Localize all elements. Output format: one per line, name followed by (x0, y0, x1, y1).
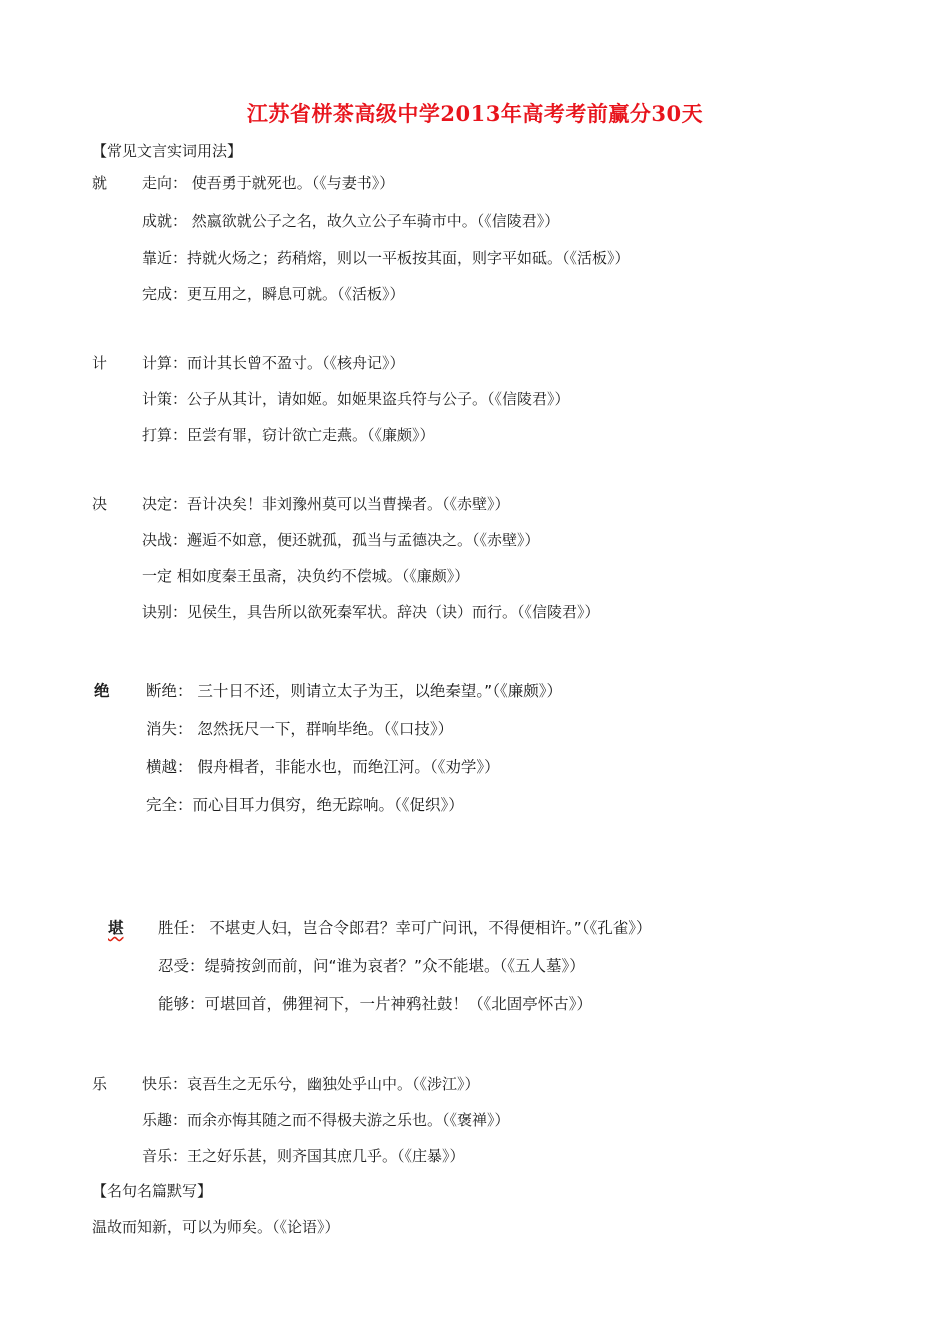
headword-jiu: 就 (92, 174, 108, 192)
headword-ji: 计 (92, 354, 108, 372)
section-heading-mingju: 【名句名篇默写】 (92, 1182, 213, 1200)
usage-line: 一定 相如度秦王虽斋，决负约不偿城。（《廉颇》） (142, 567, 470, 585)
usage-line: 忍受：缇骑按剑而前，问“谁为哀者？”众不能堪。（《五人墓》） (158, 957, 585, 975)
usage-line: 能够：可堪回首，佛狸祠下，一片神鸦社鼓！（《北固亭怀古》） (158, 995, 593, 1013)
usage-line: 诀别：见侯生，具告所以欲死秦军状。辞决（诀）而行。（《信陵君》） (142, 603, 600, 621)
usage-line: 计算：而计其长曾不盈寸。（《核舟记》） (142, 354, 405, 372)
usage-line: 完全：而心目耳力俱穷，绝无踪响。（《促织》） (146, 796, 464, 814)
headword-jue2: 绝 (94, 682, 110, 700)
usage-line: 决定：吾计决矣！非刘豫州莫可以当曹操者。（《赤壁》） (142, 495, 510, 513)
headword-kan: 堪 (108, 919, 124, 937)
usage-line: 完成：更互用之，瞬息可就。（《活板》） (142, 285, 405, 303)
usage-line: 打算：臣尝有罪，窃计欲亡走燕。（《廉颇》） (142, 426, 435, 444)
usage-line: 走向： 使吾勇于就死也。（《与妻书》） (142, 174, 395, 192)
headword-jue: 决 (92, 495, 108, 513)
usage-line: 计策：公子从其计，请如姬。如姬果盗兵符与公子。（《信陵君》） (142, 390, 570, 408)
usage-line: 靠近：持就火炀之；药稍熔，则以一平板按其面，则字平如砥。（《活板》） (142, 249, 630, 267)
document-title: 江苏省栟茶高级中学2013年高考考前赢分30天 (246, 101, 704, 126)
section-heading-shici: 【常见文言实词用法】 (92, 142, 243, 160)
usage-line: 音乐：王之好乐甚，则齐国其庶几乎。（《庄暴》） (142, 1147, 465, 1165)
usage-line: 断绝： 三十日不还，则请立太子为王，以绝秦望。”（《廉颇》） (146, 682, 562, 700)
usage-line: 横越： 假舟楫者，非能水也，而绝江河。（《劝学》） (146, 758, 500, 776)
usage-line: 成就： 然嬴欲就公子之名，故久立公子车骑市中。（《信陵君》） (142, 212, 560, 230)
usage-line: 决战：邂逅不如意，便还就孤，孤当与孟德决之。（《赤壁》） (142, 531, 540, 549)
usage-line: 快乐：哀吾生之无乐兮，幽独处乎山中。（《涉江》） (142, 1075, 480, 1093)
headword-le: 乐 (92, 1075, 108, 1093)
usage-line: 胜任： 不堪吏人妇，岂合令郎君？幸可广问讯，不得便相许。”（《孔雀》） (158, 919, 652, 937)
usage-line: 消失： 忽然抚尺一下，群响毕绝。（《口技》） (146, 720, 454, 738)
quote-line: 温故而知新，可以为师矣。（《论语》） (92, 1218, 340, 1236)
usage-line: 乐趣：而余亦悔其随之而不得极夫游之乐也。（《褒禅》） (142, 1111, 510, 1129)
